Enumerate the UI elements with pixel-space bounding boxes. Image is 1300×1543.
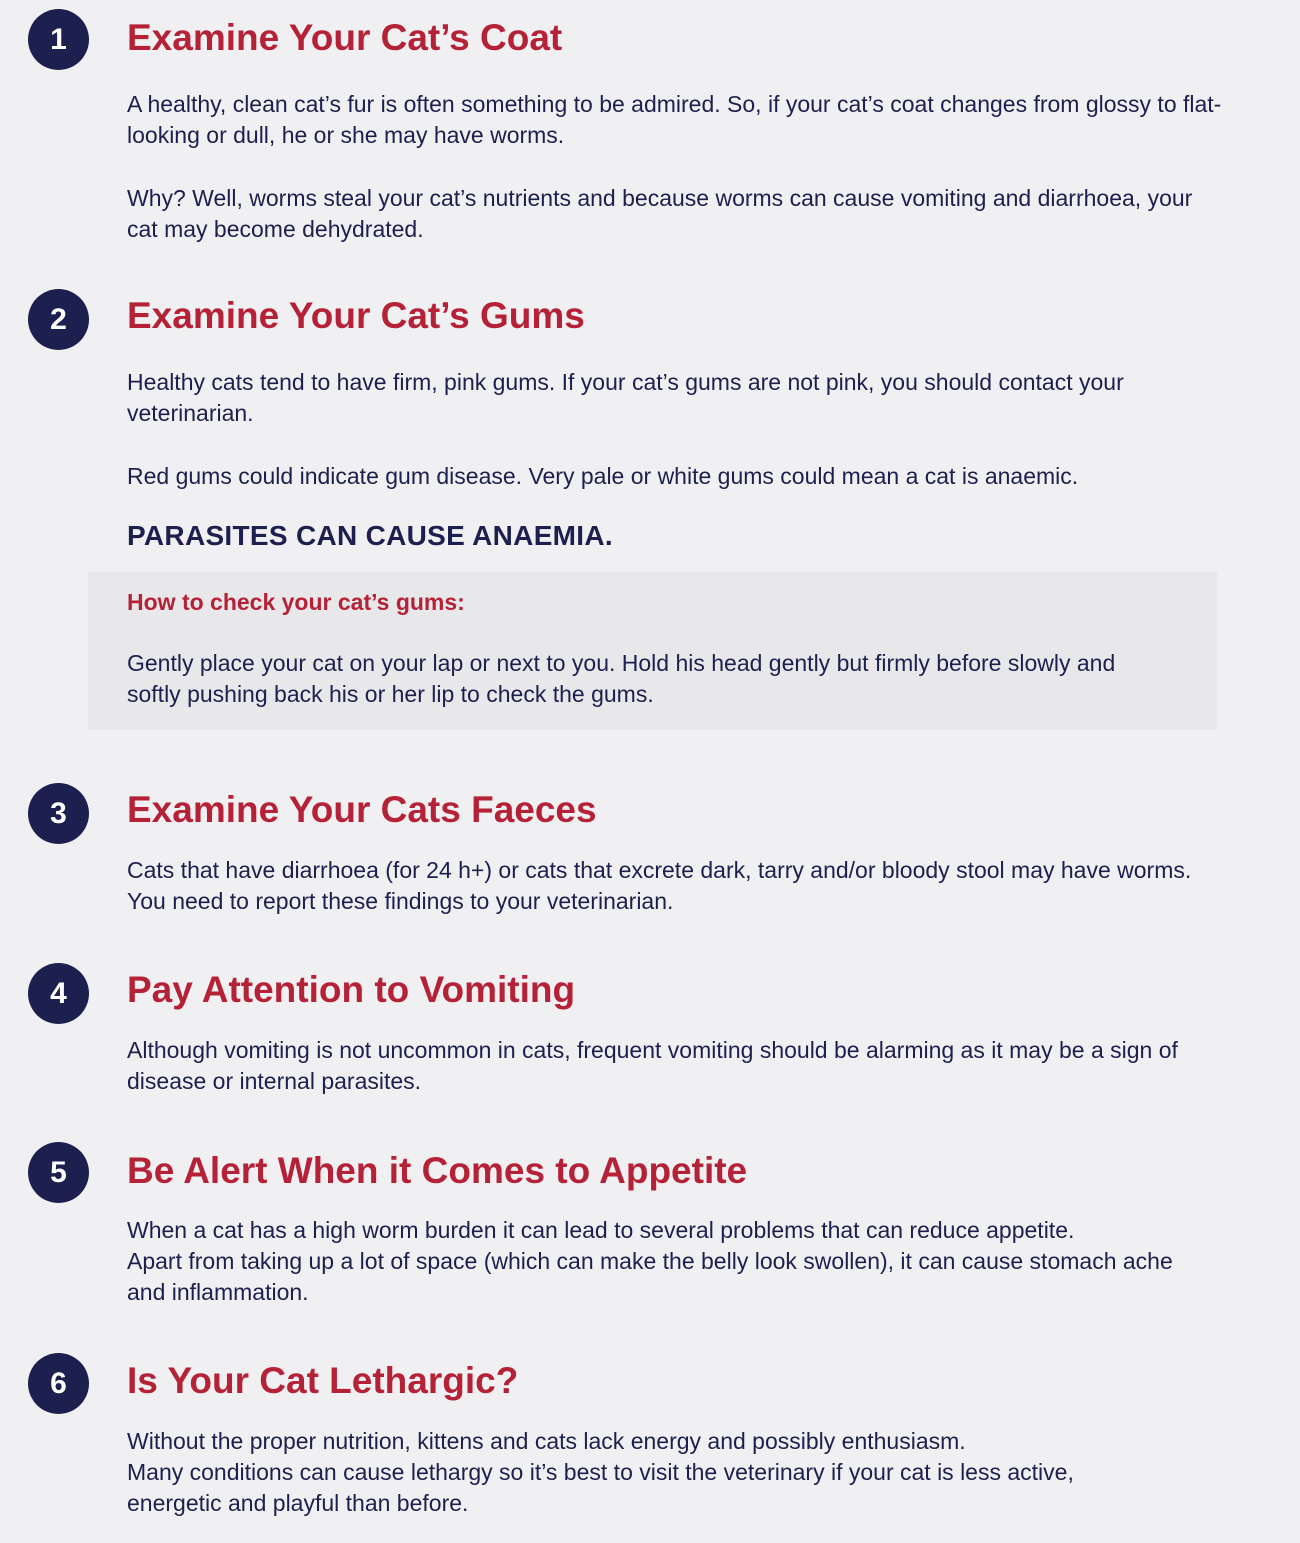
section-paragraph: Although vomiting is not uncommon in cats, frequent vomiting should be alarming as it may be a sign of disease or internal parasites. — [127, 1037, 1178, 1094]
anaemia-callout: PARASITES CAN CAUSE ANAEMIA. — [127, 520, 613, 551]
section-paragraph: Without the proper nutrition, kittens and cats lack energy and possibly enthusiasm. — [127, 1428, 966, 1454]
section-paragraph: Why? Well, worms steal your cat’s nutrients and because worms can cause vomiting and diarrhoea, your cat may become dehydrated. — [127, 185, 1193, 242]
section-heading: Examine Your Cats Faeces — [127, 789, 597, 830]
section-paragraph: Cats that have diarrhoea (for 24 h+) or cats that excrete dark, tarry and/or bloody stool may have worms. You need to report these findings to your veterinarian. — [127, 857, 1192, 914]
step-number-badge: 3 — [28, 783, 89, 844]
section-paragraph: A healthy, clean cat’s fur is often something to be admired. So, if your cat’s coat changes from glossy to flat-looking or dull, he or she may have worms. — [127, 91, 1222, 148]
section-heading: Examine Your Cat’s Coat — [127, 17, 563, 58]
how-to-title: How to check your cat’s gums: — [127, 589, 465, 615]
step-number-badge: 1 — [28, 9, 89, 70]
section-paragraph: Red gums could indicate gum disease. Very pale or white gums could mean a cat is anaemic. — [127, 463, 1079, 489]
section-paragraph: Healthy cats tend to have firm, pink gums. If your cat’s gums are not pink, you should contact your veterinarian. — [127, 369, 1124, 426]
section-heading: Is Your Cat Lethargic? — [127, 1360, 519, 1401]
section-paragraph: Apart from taking up a lot of space (which can make the belly look swollen), it can cause stomach ache and inflammation. — [127, 1248, 1173, 1305]
how-to-check-gums-box — [88, 572, 1217, 730]
step-number-badge: 5 — [28, 1142, 89, 1203]
step-number-badge: 2 — [28, 289, 89, 350]
step-number-badge: 4 — [28, 963, 89, 1024]
section-paragraph: When a cat has a high worm burden it can lead to several problems that can reduce appetite. — [127, 1217, 1075, 1243]
how-to-text: Gently place your cat on your lap or next to you. Hold his head gently but firmly before slowly and softly pushing back his or her lip to check the gums. — [127, 650, 1116, 707]
section-heading: Examine Your Cat’s Gums — [127, 295, 585, 336]
step-number-badge: 6 — [28, 1353, 89, 1414]
section-heading: Pay Attention to Vomiting — [127, 969, 576, 1010]
section-heading: Be Alert When it Comes to Appetite — [127, 1150, 748, 1191]
section-paragraph: Many conditions can cause lethargy so it’s best to visit the veterinary if your cat is less active, energetic and playful than before. — [127, 1459, 1074, 1516]
